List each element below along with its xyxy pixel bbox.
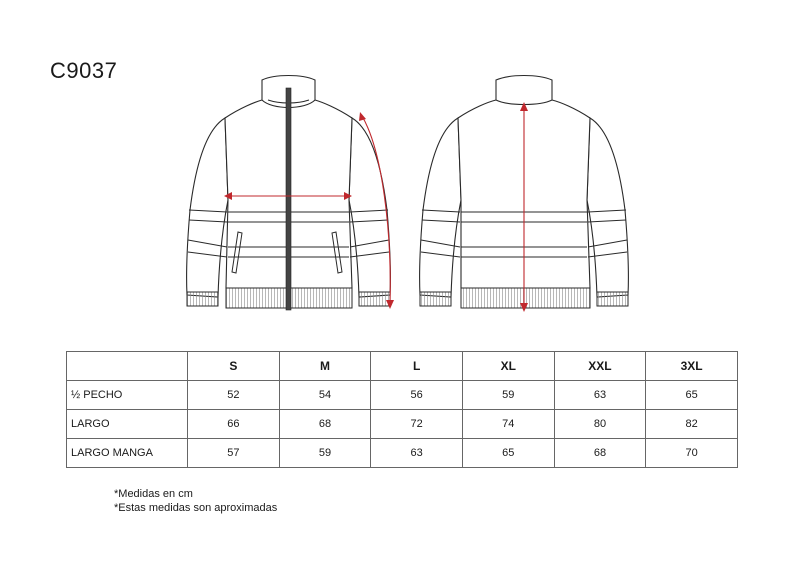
back-left-cuff [420, 292, 451, 306]
header-cell-m: M [279, 352, 371, 381]
table-cell: 56 [371, 381, 463, 410]
back-right-cuff [597, 292, 628, 306]
table-cell: 74 [462, 410, 554, 439]
table-cell: 65 [646, 381, 738, 410]
table-cell: 82 [646, 410, 738, 439]
table-cell: 70 [646, 439, 738, 468]
header-cell-s: S [188, 352, 280, 381]
table-cell: 63 [371, 439, 463, 468]
front-zipper [286, 88, 291, 310]
table-cell: 68 [279, 410, 371, 439]
back-right-sleeve [587, 118, 628, 297]
front-left-sleeve [187, 118, 228, 297]
front-left-cuff [187, 292, 218, 306]
header-cell-l: L [371, 352, 463, 381]
table-cell: 52 [188, 381, 280, 410]
table-row [67, 410, 738, 439]
front-right-cuff [359, 292, 390, 306]
table-cell: 59 [462, 381, 554, 410]
table-cell: 63 [554, 381, 646, 410]
table-cell: 72 [371, 410, 463, 439]
table-cell: 66 [188, 410, 280, 439]
table-row [67, 439, 738, 468]
table-cell: 68 [554, 439, 646, 468]
size-table-header-row [67, 352, 738, 381]
table-cell: 57 [188, 439, 280, 468]
note-approximate: *Estas medidas son aproximadas [114, 502, 278, 514]
jacket-back-view [420, 76, 629, 313]
front-right-sleeve [349, 118, 390, 297]
header-cell-xxl: XXL [554, 352, 646, 381]
table-cell: 65 [462, 439, 554, 468]
note-units: *Medidas en cm [114, 488, 193, 500]
back-left-sleeve [420, 118, 461, 297]
back-collar [496, 76, 552, 105]
header-cell-3xl: 3XL [646, 352, 738, 381]
size-table [66, 351, 738, 468]
row-label: ½ PECHO [67, 381, 188, 410]
table-cell: 80 [554, 410, 646, 439]
table-cell: 54 [279, 381, 371, 410]
table-cell: 59 [279, 439, 371, 468]
header-cell-xl: XL [462, 352, 554, 381]
table-row [67, 381, 738, 410]
row-label: LARGO MANGA [67, 439, 188, 468]
header-cell [67, 352, 188, 381]
jacket-front-view [187, 76, 394, 311]
measurement-notes [114, 487, 277, 515]
row-label: LARGO [67, 410, 188, 439]
product-code: C9037 [50, 58, 118, 83]
